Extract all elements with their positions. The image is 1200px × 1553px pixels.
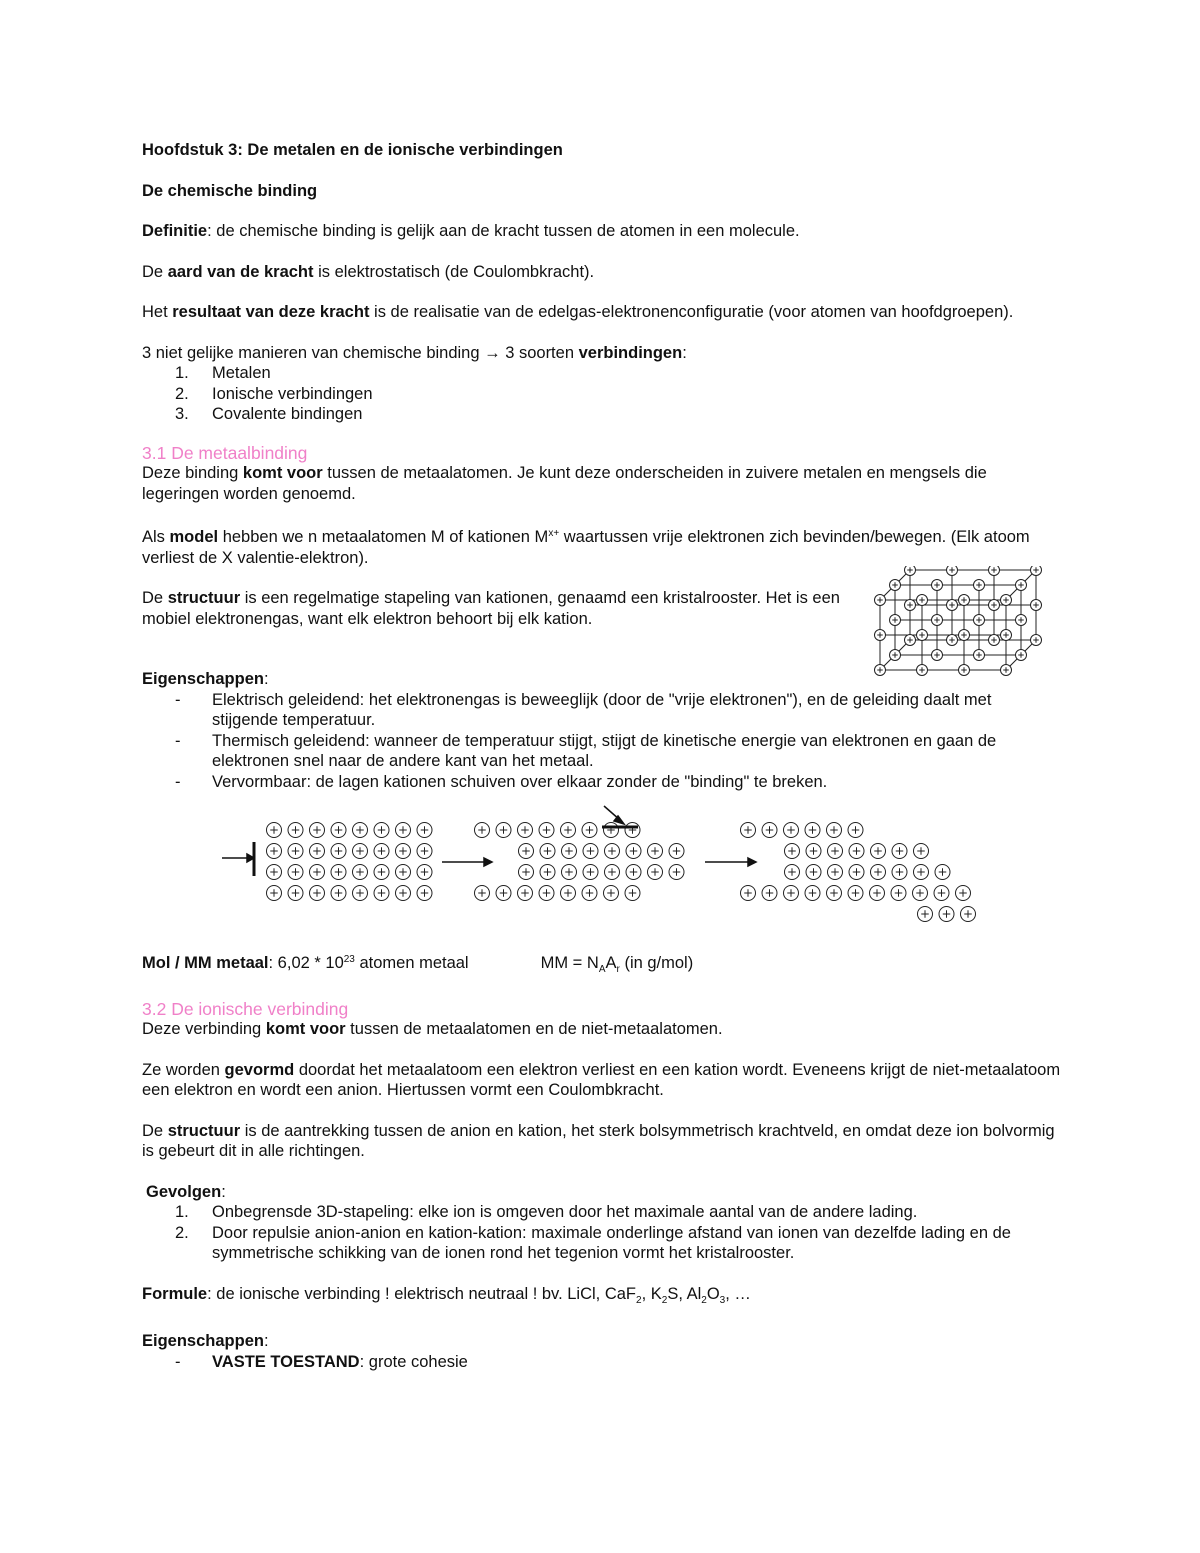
list-item: 1. Onbegrensde 3D-stapeling: elke ion is omgeven door het maximale aantal van de andere lading. <box>175 1203 918 1221</box>
ion-icon <box>914 844 929 859</box>
ion-icon <box>956 886 971 901</box>
ion-icon <box>849 844 864 859</box>
ion-icon <box>892 865 907 880</box>
section-heading-3-2: 3.2 De ionische verbinding <box>142 998 349 1019</box>
ion-icon <box>806 865 821 880</box>
ion-icon <box>932 580 943 591</box>
ion-icon <box>890 650 901 661</box>
ion-icon <box>267 865 282 880</box>
ion-icon <box>947 566 958 576</box>
ion-icon <box>331 865 346 880</box>
structuur-block <box>142 588 1062 629</box>
ion-icon <box>605 865 620 880</box>
ion-icon <box>932 650 943 661</box>
s31-structuur-paragraph: De structuur is een regelmatige stapeling van kationen, genaamd een kristalrooster. Het is een mobiel elektronengas, want elk elektron behoort bij elk kation. <box>142 589 840 628</box>
ion-icon <box>947 600 958 611</box>
ion-icon <box>310 865 325 880</box>
s31-model-paragraph: Als model hebben we n metaalatomen M of kationen $M^{x+}$ waartussen vrije elektronen zich bevinden/bewegen. (Elk atoom verliest de X valentie-elektron). <box>142 528 1030 567</box>
ion-icon <box>1031 635 1042 646</box>
ion-icon <box>871 844 886 859</box>
ion-icon <box>669 865 684 880</box>
ion-icon <box>959 595 970 606</box>
ion-icon <box>353 844 368 859</box>
slip-diagram <box>142 804 1002 944</box>
ion-icon <box>374 823 389 838</box>
ion-icon <box>519 844 534 859</box>
ion-icon <box>417 844 432 859</box>
ion-icon <box>785 844 800 859</box>
ion-icon <box>625 886 640 901</box>
ion-icon <box>288 844 303 859</box>
ion-icon <box>871 865 886 880</box>
s32-eigenschappen-list <box>142 1352 1062 1373</box>
ion-icon <box>267 886 282 901</box>
ion-icon <box>1001 630 1012 641</box>
gevolgen-list <box>142 1202 1062 1264</box>
ion-icon <box>288 886 303 901</box>
list-item: - Vervormbaar: de lagen kationen schuiven over elkaar zonder de "binding" te breken. <box>175 772 828 791</box>
ion-icon <box>417 865 432 880</box>
s31-eigenschappen-list <box>142 690 1062 793</box>
ion-icon <box>913 886 928 901</box>
ion-icon <box>288 865 303 880</box>
resultaat-paragraph: Het resultaat van deze kracht is de realisatie van de edelgas-elektronenconfiguratie (voor atomen van hoofdgroepen). <box>142 303 1014 321</box>
ion-icon <box>374 844 389 859</box>
list-item: 1. Metalen <box>175 364 271 382</box>
ion-icon <box>784 886 799 901</box>
s32-eig-label: Eigenschappen: <box>142 1332 269 1350</box>
soorten-list <box>142 363 1062 425</box>
ion-icon <box>828 844 843 859</box>
lattice-diagram <box>872 566 1052 678</box>
aard-paragraph: De aard van de kracht is elektrostatisch (de Coulombkracht). <box>142 262 595 281</box>
ion-icon <box>961 907 976 922</box>
ion-icon <box>989 600 1000 611</box>
ion-icon <box>917 595 928 606</box>
manieren-paragraph: 3 niet gelijke manieren van chemische binding → 3 soorten verbindingen: <box>142 343 687 362</box>
list-item: - Thermisch geleidend: wanneer de temperatuur stijgt, stijgt de kinetische energie van elektronen en gaan de elektronen snel naar de andere kant van het metaal. <box>175 731 997 770</box>
ion-icon <box>1031 600 1042 611</box>
ion-icon <box>827 823 842 838</box>
ion-icon <box>648 844 663 859</box>
document-page <box>142 140 1062 1372</box>
ion-icon <box>626 865 641 880</box>
ion-icon <box>518 823 533 838</box>
ion-icon <box>417 823 432 838</box>
ion-icon <box>331 886 346 901</box>
section-subtitle: De chemische binding <box>142 181 318 200</box>
list-item: 2. Door repulsie anion-anion en kation-kation: maximale onderlinge afstand van ionen van dezelfde lading en de symmetrische schikking van de ionen rond het tegenion vormt het kristalrooster. <box>175 1223 1011 1262</box>
ion-icon <box>762 823 777 838</box>
ion-icon <box>331 844 346 859</box>
ion-icon <box>905 600 916 611</box>
ion-icon <box>1001 665 1012 676</box>
ion-icon <box>959 630 970 641</box>
ion-icon <box>582 886 597 901</box>
list-item: 2. Ionische verbindingen <box>175 384 373 403</box>
ion-icon <box>947 635 958 646</box>
list-item: - Elektrisch geleidend: het elektronengas is beweeglijk (door de "vrije elektronen"), en de geleiding daalt met stijgende temperatuur. <box>175 690 992 729</box>
ion-icon <box>848 823 863 838</box>
ion-icon <box>604 886 619 901</box>
ion-icon <box>475 886 490 901</box>
s32-gevormd-paragraph: Ze worden gevormd doordat het metaalatoom een elektron verliest en een kation wordt. Eveneens krijgt de niet-metaalatoom een elektron en wordt een anion. Hiertussen vormt een Coulombkracht. <box>142 1060 1061 1099</box>
ion-icon <box>310 886 325 901</box>
s31-komt-paragraph: Deze binding komt voor tussen de metaalatomen. Je kunt deze onderscheiden in zuivere metalen en mengsels die legeringen worden genoemd. <box>142 464 987 503</box>
ion-icon <box>583 865 598 880</box>
ion-icon <box>539 823 554 838</box>
ion-icon <box>762 886 777 901</box>
ion-icon <box>540 844 555 859</box>
ion-icon <box>741 823 756 838</box>
ion-icon <box>561 886 576 901</box>
s31-eig-label: Eigenschappen: <box>142 670 269 688</box>
ion-icon <box>562 844 577 859</box>
ion-icon <box>561 823 576 838</box>
ion-icon <box>604 823 619 838</box>
ion-icon <box>1016 615 1027 626</box>
ion-icon <box>374 865 389 880</box>
ion-icon <box>496 886 511 901</box>
ion-icon <box>905 566 916 576</box>
ion-icon <box>870 886 885 901</box>
ion-icon <box>1001 595 1012 606</box>
ion-icon <box>562 865 577 880</box>
ion-icon <box>648 865 663 880</box>
ion-icon <box>827 886 842 901</box>
ion-icon <box>828 865 843 880</box>
ion-icon <box>396 886 411 901</box>
formule-paragraph: Formule: de ionische verbinding ! elektrisch neutraal ! bv. LiCl, CaF$_2$, $K_2S$, $Al_2O_3$, … <box>142 1284 751 1306</box>
ion-icon <box>875 665 886 676</box>
ion-icon <box>890 580 901 591</box>
ion-icon <box>875 630 886 641</box>
ion-icon <box>625 823 640 838</box>
ion-icon <box>974 580 985 591</box>
ion-icon <box>353 886 368 901</box>
ion-icon <box>989 635 1000 646</box>
ion-icon <box>805 823 820 838</box>
ion-icon <box>1016 580 1027 591</box>
ion-icon <box>1016 650 1027 661</box>
ion-icon <box>848 886 863 901</box>
ion-icon <box>539 886 554 901</box>
section-heading-3-1: 3.1 De metaalbinding <box>142 442 308 463</box>
ion-icon <box>959 665 970 676</box>
ion-icon <box>353 865 368 880</box>
ion-icon <box>917 665 928 676</box>
ion-icon <box>806 844 821 859</box>
gevolgen-label: Gevolgen: <box>146 1182 226 1201</box>
ion-icon <box>784 823 799 838</box>
ion-icon <box>396 823 411 838</box>
mm-formula: MM = $N_AA_r$ (in g/mol) <box>540 954 694 975</box>
ion-icon <box>396 844 411 859</box>
chapter-title: Hoofdstuk 3: De metalen en de ionische verbindingen <box>142 141 563 159</box>
ion-icon <box>310 823 325 838</box>
list-item: 3. Covalente bindingen <box>175 405 363 423</box>
ion-icon <box>989 566 1000 576</box>
ion-icon <box>540 865 555 880</box>
ion-icon <box>669 844 684 859</box>
list-item: - VASTE TOESTAND: grote cohesie <box>175 1352 468 1371</box>
ion-icon <box>374 886 389 901</box>
ion-icon <box>805 886 820 901</box>
ion-icon <box>974 650 985 661</box>
ion-icon <box>849 865 864 880</box>
ion-icon <box>267 844 282 859</box>
ion-icon <box>892 844 907 859</box>
ion-icon <box>918 907 933 922</box>
ion-icon <box>890 615 901 626</box>
ion-icon <box>935 865 950 880</box>
ion-icon <box>267 823 282 838</box>
ion-icon <box>583 844 598 859</box>
definitie-paragraph: Definitie: de chemische binding is gelijk aan de kracht tussen de atomen in een molecule. <box>142 222 800 240</box>
ion-icon <box>475 823 490 838</box>
ion-icon <box>331 823 346 838</box>
ion-icon <box>741 886 756 901</box>
ion-icon <box>875 595 886 606</box>
ion-icon <box>932 615 943 626</box>
mol-paragraph: Mol / MM metaal: $6,02 * 10^{23}$ atomen metaal MM = $N_AA_r$ (in g/mol) <box>142 950 1062 981</box>
ion-icon <box>417 886 432 901</box>
ion-icon <box>934 886 949 901</box>
ion-icon <box>939 907 954 922</box>
s32-structuur-paragraph: De structuur is de aantrekking tussen de anion en kation, het sterk bolsymmetrisch krachtveld, en omdat deze ion bolvormig is gebeurt dit in alle richtingen. <box>142 1121 1055 1160</box>
ion-icon <box>396 865 411 880</box>
ion-icon <box>519 865 534 880</box>
ion-icon <box>496 823 511 838</box>
ion-icon <box>1031 566 1042 576</box>
ion-icon <box>605 844 620 859</box>
ion-icon <box>310 844 325 859</box>
ion-icon <box>917 630 928 641</box>
ion-icon <box>891 886 906 901</box>
ion-icon <box>353 823 368 838</box>
ion-icon <box>974 615 985 626</box>
ion-icon <box>288 823 303 838</box>
ion-icon <box>785 865 800 880</box>
ion-icon <box>914 865 929 880</box>
ion-icon <box>582 823 597 838</box>
ion-icon <box>518 886 533 901</box>
ion-icon <box>626 844 641 859</box>
ion-icon <box>905 635 916 646</box>
s32-komt-paragraph: Deze verbinding komt voor tussen de metaalatomen en de niet-metaalatomen. <box>142 1020 723 1038</box>
